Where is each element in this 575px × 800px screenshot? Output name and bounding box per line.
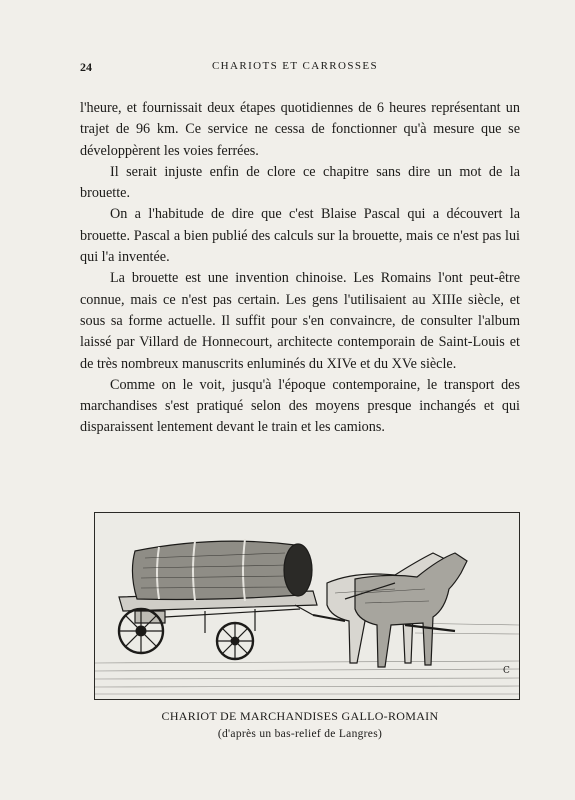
page-header [80, 60, 510, 80]
running-title: CHARIOTS ET CARROSSES [211, 60, 379, 72]
caption-source: (d'après un bas-relief de Langres) [217, 728, 383, 740]
ground-hatching [95, 623, 519, 694]
artist-monogram: C [503, 666, 510, 676]
horses [327, 553, 467, 667]
barrel [132, 539, 312, 601]
paragraph: La brouette est une invention chinoise. Les Romains l'ont peut-être connue, mais ce n'est pas certain. Les gens l'utilisaient au XIIIe siècle, et sous sa forme actuelle. Il suffit pour s'en convaincre, de consulter l'album laissé par Villard de Honnecourt, architecte contemporain de Saint-Louis et de très nombreux manuscrits enluminés du XIVe et du XVe siècle. [80, 270, 520, 372]
engraving-illustration [94, 512, 520, 700]
figure-caption [80, 707, 520, 743]
page-number: 24 [80, 60, 92, 74]
paragraph: Il serait injuste enfin de clore ce chapitre sans dire un mot de la brouette. [80, 163, 520, 202]
body-text [80, 98, 520, 439]
wagon-horses-engraving [95, 513, 519, 699]
caption-title: CHARIOT DE MARCHANDISES GALLO-ROMAIN [161, 709, 439, 723]
paragraph: Comme on le voit, jusqu'à l'époque contemporaine, le transport des marchandises s'est pratiqué selon des moyens presque inchangés et qui disparaissent lentement devant le train et les camions. [80, 376, 520, 436]
paragraph: l'heure, et fournissait deux étapes quotidiennes de 6 heures représentant un trajet de 96 km. Ce service ne cessa de fonctionner qu'à mesure que se développèrent les voies ferrées. [80, 100, 520, 159]
paragraph: On a l'habitude de dire que c'est Blaise Pascal qui a découvert la brouette. Pascal a bien publié des calculs sur la brouette, mais ce n'est pas lui qui l'a inventée. [80, 206, 520, 266]
